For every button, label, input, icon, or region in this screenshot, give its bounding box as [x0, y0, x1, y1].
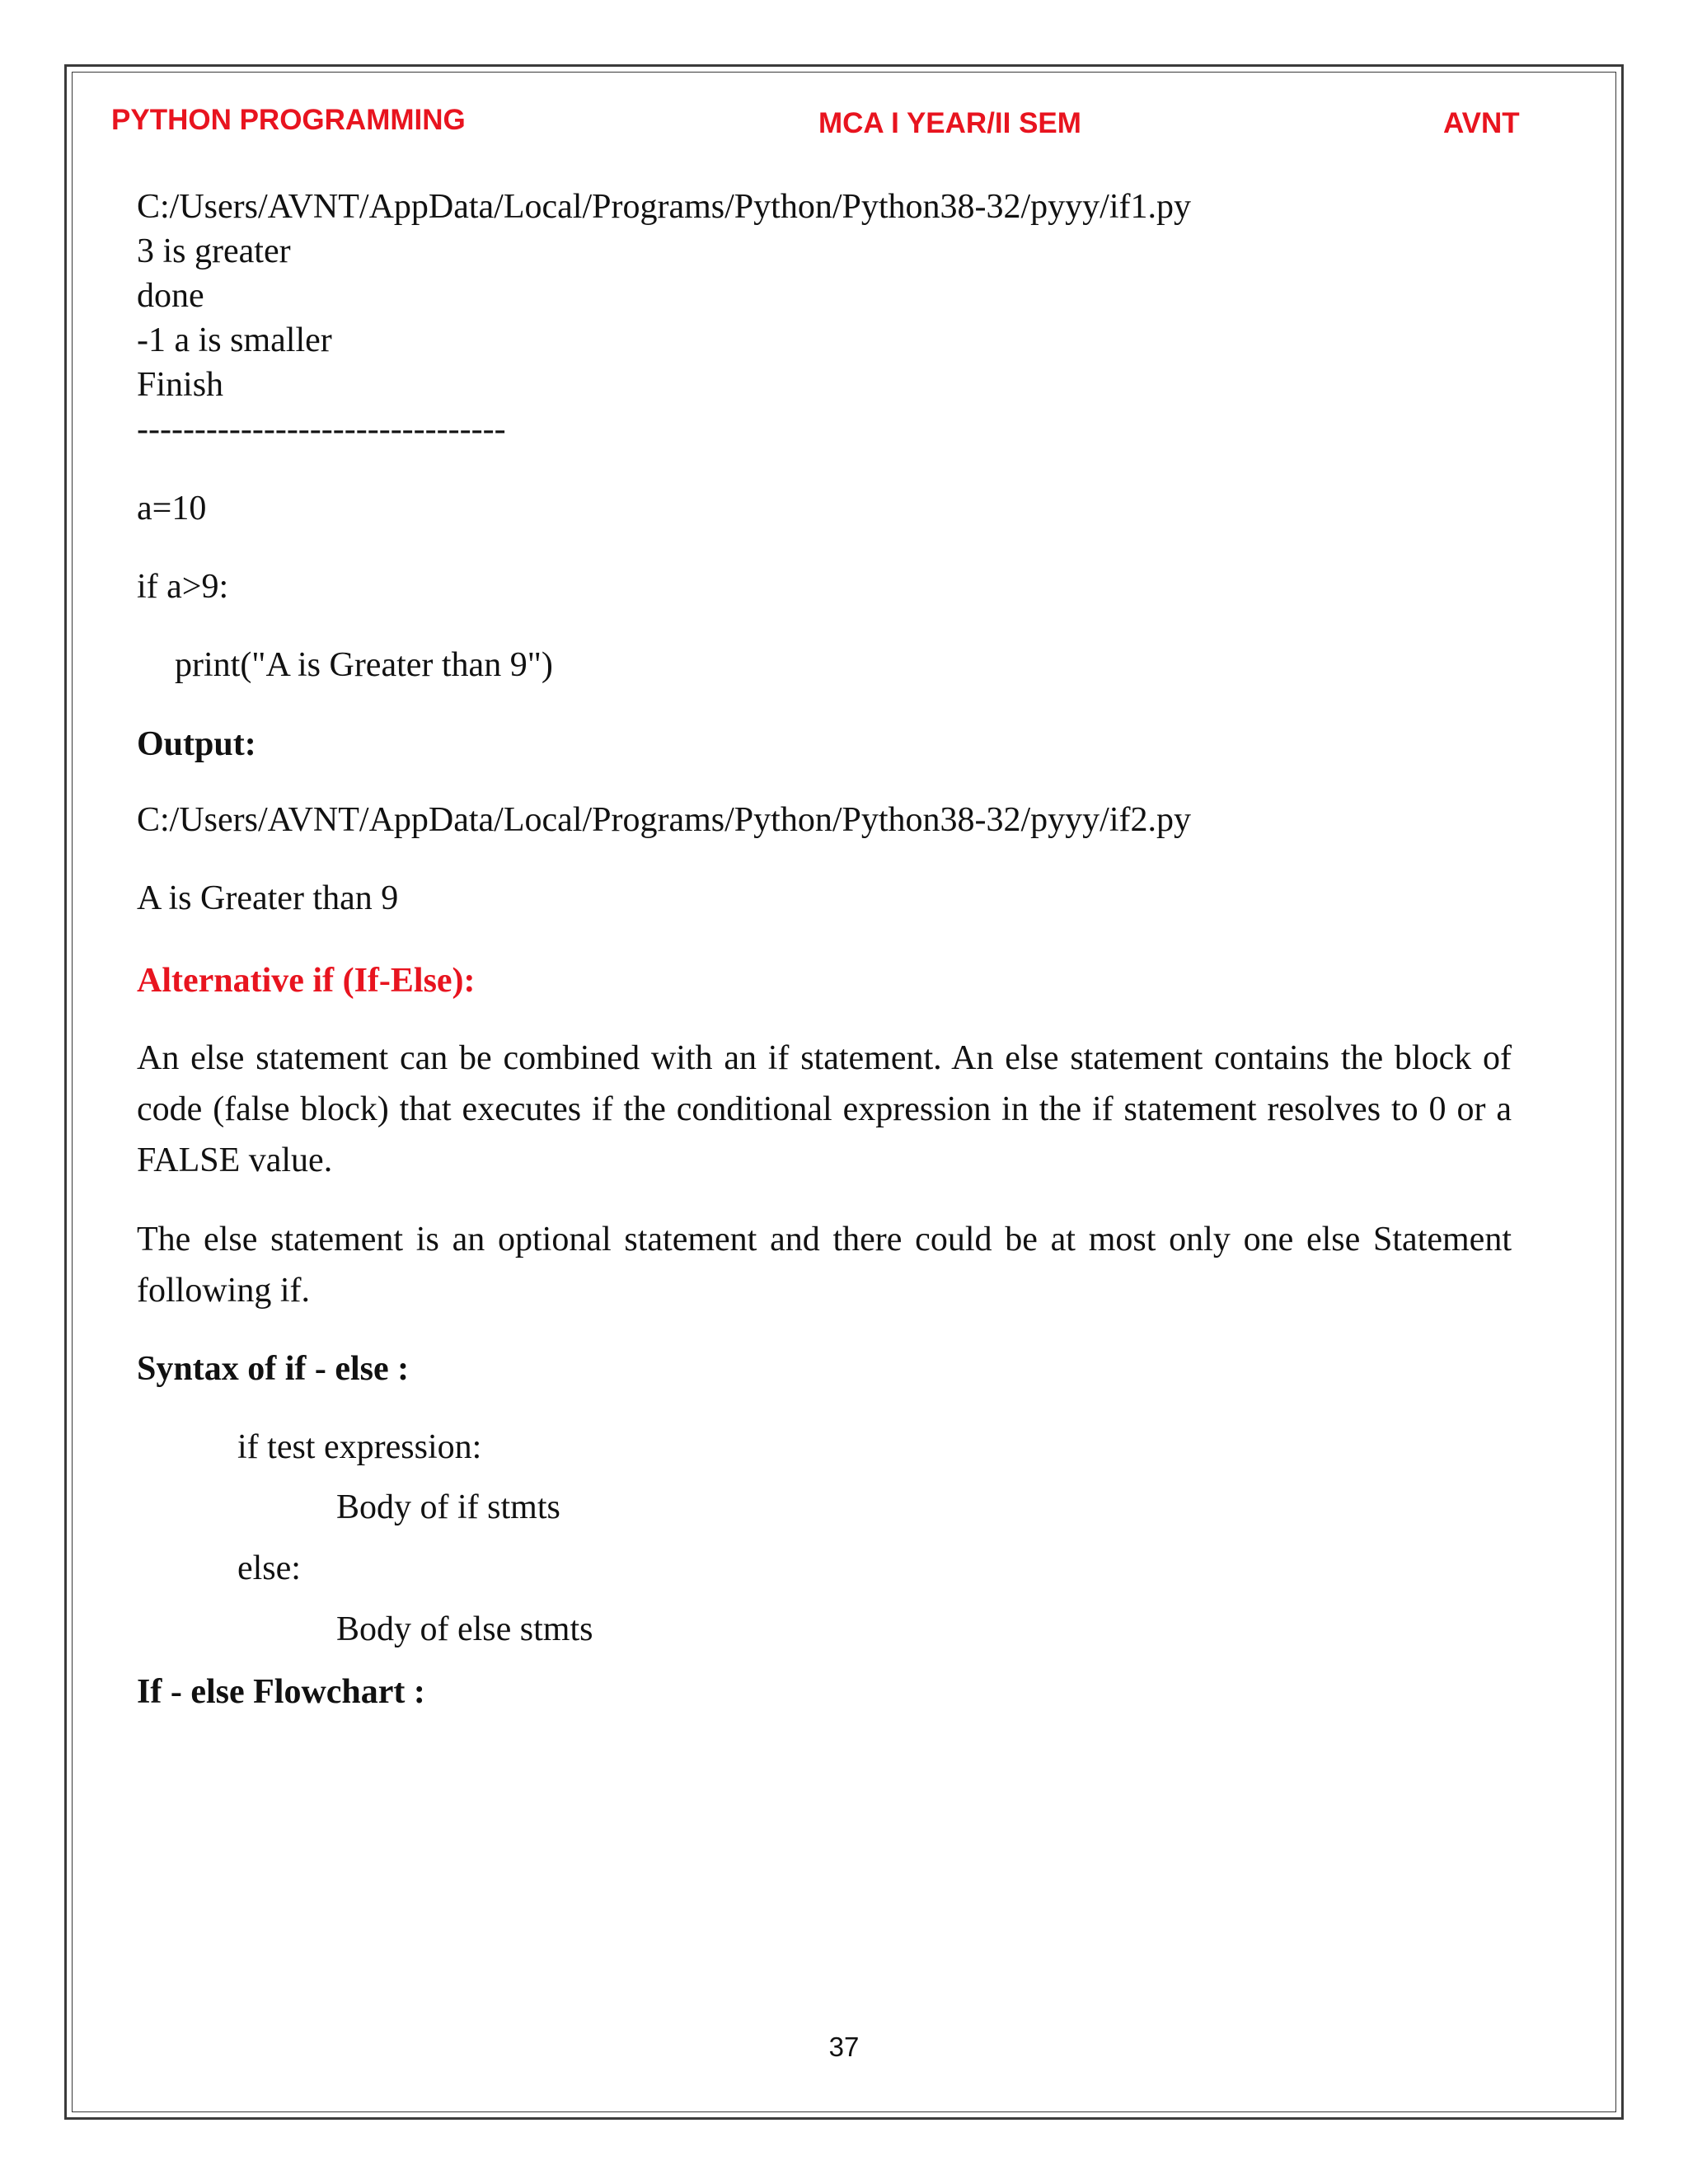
- output1-path: C:/Users/AVNT/AppData/Local/Programs/Python/Python38-32/pyyy/if1.py: [137, 188, 1191, 226]
- flowchart-heading: If - else Flowchart :: [137, 1673, 425, 1711]
- syntax-line-else: else:: [237, 1549, 301, 1587]
- syntax-line-if-body: Body of if stmts: [336, 1488, 560, 1526]
- header-course-title: PYTHON PROGRAMMING: [111, 104, 466, 136]
- code-line-print: print("A is Greater than 9"): [175, 646, 553, 684]
- section-heading: Alternative if (If-Else):: [137, 962, 476, 1000]
- syntax-heading: Syntax of if - else :: [137, 1350, 410, 1388]
- output-heading: Output:: [137, 725, 256, 763]
- separator-line: --------------------------------: [137, 410, 506, 448]
- code-line-assign: a=10: [137, 490, 207, 527]
- header-author: AVNT: [1443, 107, 1520, 139]
- paragraph-else-optional: The else statement is an optional statement and there could be at most only one else Statement following if.: [137, 1221, 1512, 1310]
- paragraph-else-description: An else statement can be combined with an if statement. An else statement contains the block of code (false block) that executes if the conditional expression in the if statement resolves to 0 or a FALSE value.: [137, 1039, 1512, 1179]
- syntax-line-else-body: Body of else stmts: [336, 1610, 593, 1648]
- syntax-line-if: if test expression:: [237, 1428, 482, 1466]
- page-number: 37: [828, 2032, 860, 2062]
- output2-path: C:/Users/AVNT/AppData/Local/Programs/Python/Python38-32/pyyy/if2.py: [137, 801, 1191, 839]
- header-semester: MCA I YEAR/II SEM: [818, 107, 1081, 139]
- output1-line3: -1 a is smaller: [137, 321, 332, 359]
- code-line-if: if a>9:: [137, 568, 229, 606]
- output2-result: A is Greater than 9: [137, 879, 399, 917]
- output1-line2: done: [137, 277, 204, 315]
- output1-line4: Finish: [137, 366, 224, 404]
- output1-line1: 3 is greater: [137, 232, 291, 270]
